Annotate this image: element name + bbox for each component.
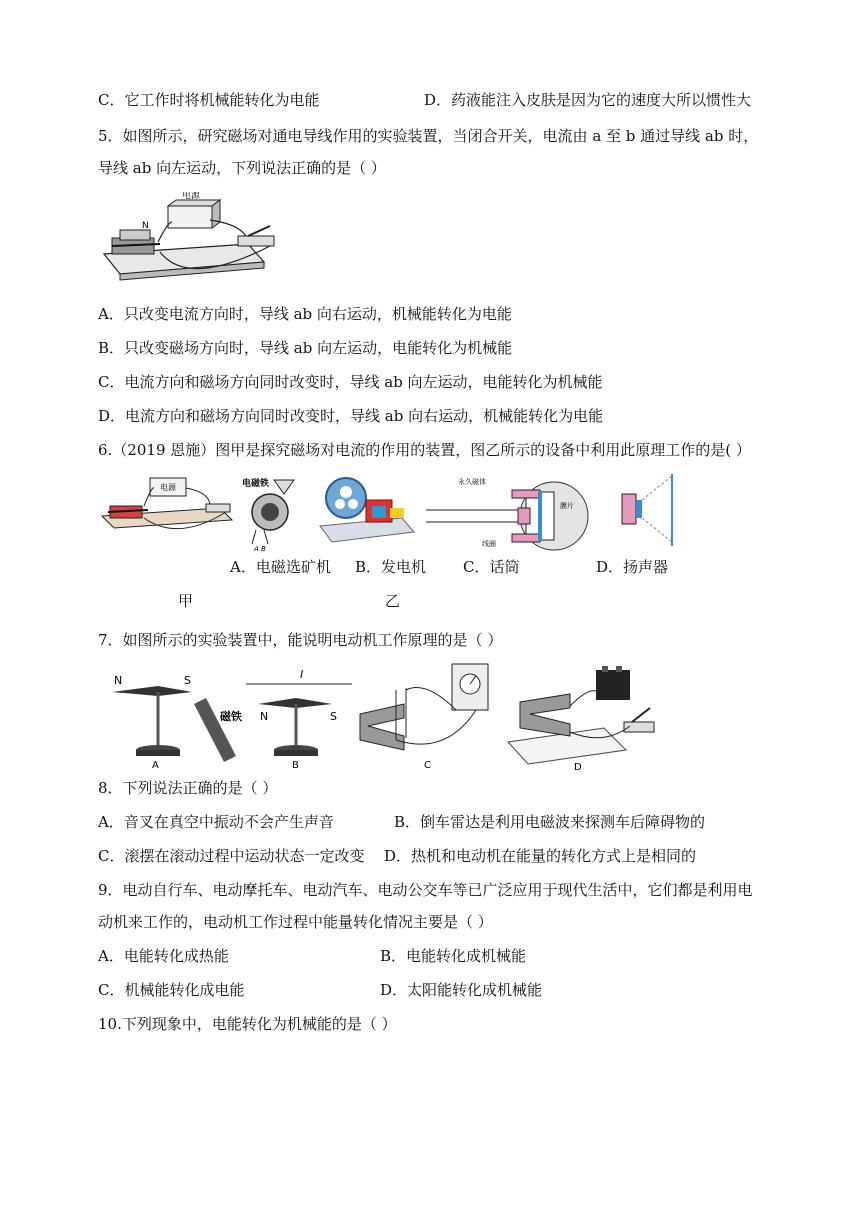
q6-label-yi: 乙 [385,592,401,610]
q6-fig-coil-label: 线圈 [482,540,496,548]
q7-figure-a [106,664,246,770]
q6-option-c: C．话筒 [463,558,520,576]
q6-fig-power-label: 电源 [160,483,176,492]
q6-figure-generator [316,470,416,550]
q6-stem: 6.（2019 恩施）图甲是探究磁场对电流的作用的装置，图乙所示的设备中利用此原理工作的是( ） [98,441,751,459]
q6-figure-separator [240,474,300,552]
q7-figure-d [504,662,660,772]
q5-figure-apparatus [98,192,288,284]
q4-option-d: D．药液能注入皮肤是因为它的速度大所以惯性大 [424,91,752,109]
q6-figure-microphone [422,472,590,554]
q7-fig-c-label: C [424,760,431,771]
q5-option-d: D．电流方向和磁场方向同时改变时，导线 ab 向右运动，机械能转化为电能 [98,407,604,425]
q7-figure-c [356,660,498,772]
q9-stem-line2: 动机来工作的，电动机工作过程中能量转化情况主要是（ ） [98,913,493,931]
q6-fig-membrane-label: 膜片 [560,502,574,510]
q8-option-d: D．热机和电动机在能量的转化方式上是相同的 [384,847,697,865]
q6-option-b: B．发电机 [355,558,427,576]
q8-option-a: A．音叉在真空中振动不会产生声音 [98,813,334,831]
q7-fig-a-s: S [184,674,191,687]
q5-option-b: B．只改变磁场方向时，导线 ab 向左运动，电能转化为机械能 [98,339,513,357]
q6-option-a: A．电磁选矿机 [230,558,331,576]
q10-stem: 10.下列现象中，电能转化为机械能的是（ ） [98,1015,397,1033]
q5-option-c: C．电流方向和磁场方向同时改变时，导线 ab 向左运动，电能转化为机械能 [98,373,603,391]
q7-figure-b [246,664,356,770]
q8-stem: 8．下列说法正确的是（ ） [98,779,278,797]
q7-fig-b-label: B [292,760,299,770]
q5-fig-n-label: N [142,221,149,231]
q9-stem-line1: 9．电动自行车、电动摩托车、电动汽车、电动公交车等已广泛应用于现代生活中，它们都是利用电 [98,881,753,899]
q7-fig-a-n: N [114,674,123,687]
q6-fig-electromagnet-label: 电磁铁 [242,479,270,489]
q8-option-c: C．滚摆在滚动过程中运动状态一定改变 [98,847,365,865]
q7-fig-a-label: A [152,760,159,770]
q9-option-a: A．电能转化成热能 [98,947,229,965]
q7-fig-d-label: D [574,762,582,772]
q8-option-b: B．倒车雷达是利用电磁波来探测车后障碍物的 [394,813,706,831]
q9-option-c: C．机械能转化成电能 [98,981,245,999]
q5-fig-power-label: 电源 [182,192,201,201]
q7-fig-b-n: N [260,710,269,723]
q5-stem-line2: 导线 ab 向左运动，下列说法正确的是（ ） [98,159,386,177]
q9-option-b: B．电能转化成机械能 [380,947,527,965]
q5-option-a: A．只改变电流方向时，导线 ab 向右运动，机械能转化为电能 [98,305,512,323]
q5-stem-line1: 5．如图所示，研究磁场对通电导线作用的实验装置，当闭合开关，电流由 a 至 b 通过导线 ab 时， [98,127,759,145]
q6-option-d: D．扬声器 [596,558,669,576]
q4-option-c: C．它工作时将机械能转化为电能 [98,91,320,109]
q7-fig-a-magnet: 磁铁 [220,710,242,723]
q7-fig-b-s: S [330,710,337,723]
q7-fig-b-i: I [300,668,304,681]
q7-stem: 7．如图所示的实验装置中，能说明电动机工作原理的是（ ） [98,631,503,649]
q9-option-d: D．太阳能转化成机械能 [380,981,543,999]
q6-figure-speaker [594,470,684,550]
q6-label-jia: 甲 [178,592,194,610]
q6-fig-magnet-label: 永久磁体 [458,478,486,486]
q6-fig-ab-label: A B [254,545,266,552]
q6-figure-jia [98,470,236,540]
